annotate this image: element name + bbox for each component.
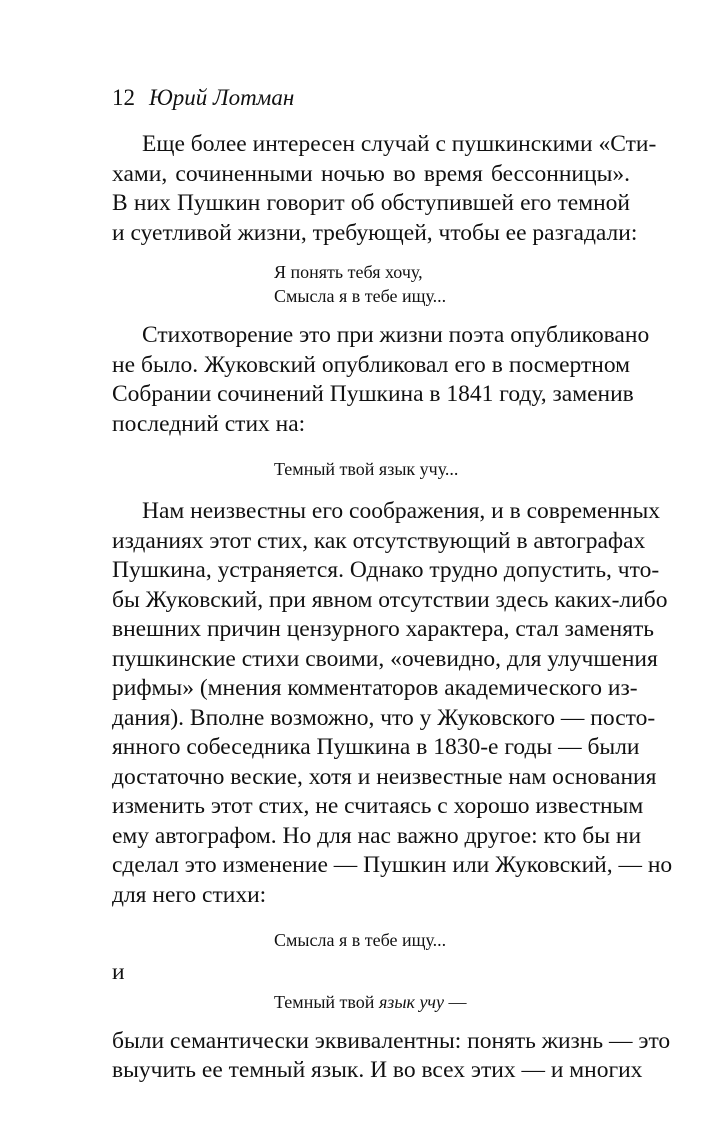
text-line: сделал это изменение — Пушкин или Жуковский, — но [112,852,673,878]
text-line: изданиях этот стих, как отсутствующий в автографах [112,527,646,554]
verse-italic: язык учу [378,991,445,1012]
page-number: 12 [112,85,135,110]
verse-tail: — [444,991,467,1012]
verse-line [112,990,630,1014]
text-line: не было. Жуковский опубликовал его в посмертном [112,351,630,378]
text-line: бы Жуковский, при явном отсутствии здесь каких-либо [112,586,668,613]
text-line: Собрании сочинений Пушкина в 1841 году, заменив [112,381,634,407]
text-line: последний стих на: [112,410,306,437]
verse-line: Смысла я в тебе ищу... [274,930,447,950]
running-head [112,84,294,112]
text-line: хами, сочиненными ночью во время бессонницы». [112,160,630,187]
text-line: В них Пушкин говорит об обступившей его темной [112,190,630,216]
running-head-author: Юрий Лотман [149,85,295,110]
body-text [112,128,673,1086]
text-line: пушкинские стихи своими, «очевидно, для улучшения [112,645,658,672]
text-line: изменить этот стих, не считаясь с хорошо известным [112,793,644,819]
text-line: Пушкина, устраняется. Однако трудно допустить, что- [112,557,660,583]
text-line: и суетливой жизни, требующей, чтобы ее разгадали: [112,219,638,246]
text-line: для него стихи: [112,881,267,908]
text-line: рифмы» (мнения комментаторов академического из- [112,675,638,701]
verse-line: Смысла я в тебе ищу... [274,286,447,306]
text-line: выучить ее темный язык. И во всех этих — и многих [112,1057,643,1083]
text-line: внешних причин цензурного характера, стал заменять [112,616,655,642]
text-line: Еще более интересен случай с пушкинскими «Сти- [142,131,657,157]
verse-plain: Темный твой [274,991,379,1012]
text-line: ему автографом. Но для нас важно другое: кто бы ни [112,822,642,849]
text-line: были семантически эквивалентны: понять жизнь — это [112,1027,671,1054]
conjunction-line: и [112,959,125,985]
text-line: янного собеседника Пушкина в 1830-е годы — были [112,734,640,760]
text-line: достаточно веские, хотя и неизвестные нам основания [112,763,657,790]
text-line: Нам неизвестны его соображения, и в современных [142,498,661,524]
text-line: дания). Вполне возможно, что у Жуковского — посто- [112,704,656,731]
text-line: Стихотворение это при жизни поэта опубликовано [142,322,650,348]
verse-line: Темный твой язык учу... [274,459,459,479]
verse-line: Я понять тебя хочу, [274,262,423,282]
